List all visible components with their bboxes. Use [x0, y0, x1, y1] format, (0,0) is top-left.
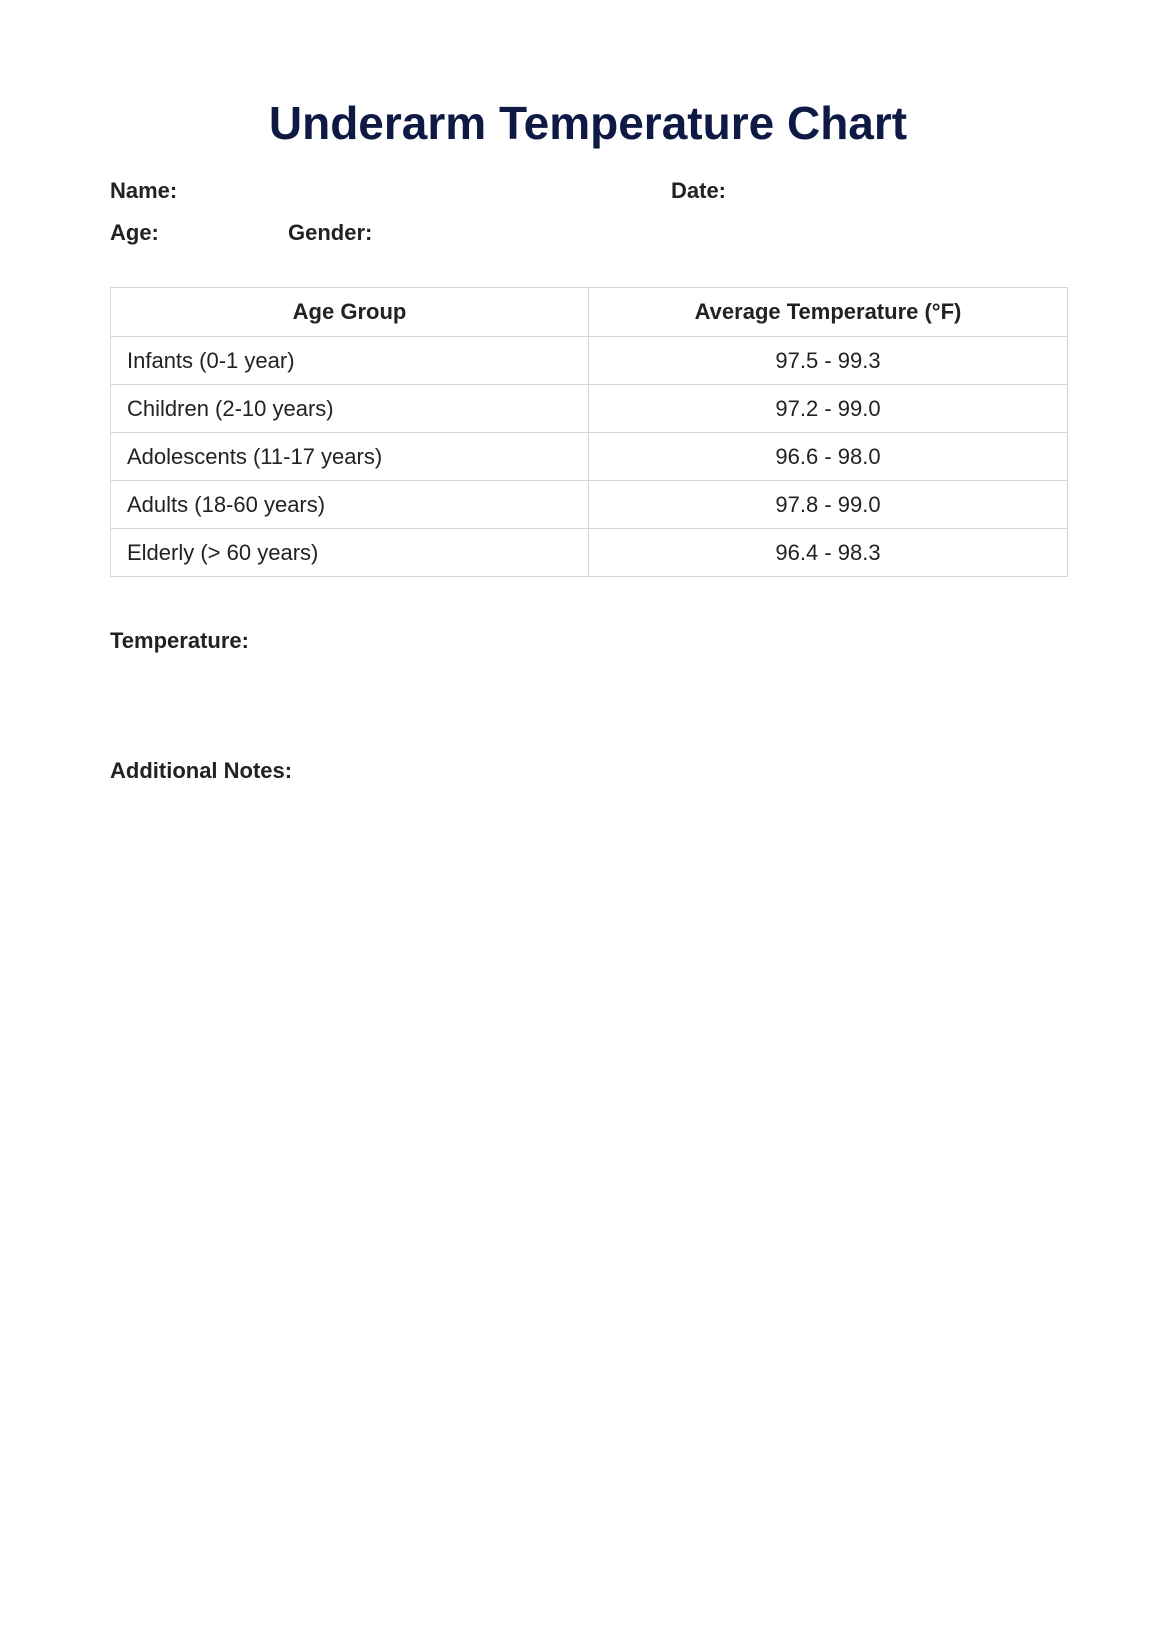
- table-row: [111, 385, 1068, 433]
- temperature-reference-table: [110, 287, 1068, 577]
- temperature-range-cell: 96.4 - 98.3: [589, 529, 1068, 577]
- average-temperature-column-header: Average Temperature (°F): [589, 288, 1068, 337]
- date-field-label: Date:: [671, 178, 727, 203]
- age-group-cell: Adolescents (11-17 years): [111, 433, 589, 481]
- temperature-section-label: Temperature:: [110, 628, 249, 653]
- name-field-label: Name:: [110, 178, 178, 203]
- temperature-range-cell: 97.8 - 99.0: [589, 481, 1068, 529]
- age-group-cell: Children (2-10 years): [111, 385, 589, 433]
- age-group-cell: Adults (18-60 years): [111, 481, 589, 529]
- age-group-cell: Infants (0-1 year): [111, 337, 589, 385]
- table-row: [111, 433, 1068, 481]
- table-row: [111, 337, 1068, 385]
- temperature-range-cell: 96.6 - 98.0: [589, 433, 1068, 481]
- page-title: Underarm Temperature Chart: [268, 97, 908, 149]
- temperature-range-cell: 97.5 - 99.3: [589, 337, 1068, 385]
- age-field-label: Age:: [110, 220, 159, 245]
- gender-field-label: Gender:: [288, 220, 373, 245]
- table-row: [111, 529, 1068, 577]
- age-group-column-header: Age Group: [111, 288, 589, 337]
- additional-notes-section-label: Additional Notes:: [110, 758, 293, 783]
- temperature-range-cell: 97.2 - 99.0: [589, 385, 1068, 433]
- age-group-cell: Elderly (> 60 years): [111, 529, 589, 577]
- table-row: [111, 481, 1068, 529]
- table-header-row: [111, 288, 1068, 337]
